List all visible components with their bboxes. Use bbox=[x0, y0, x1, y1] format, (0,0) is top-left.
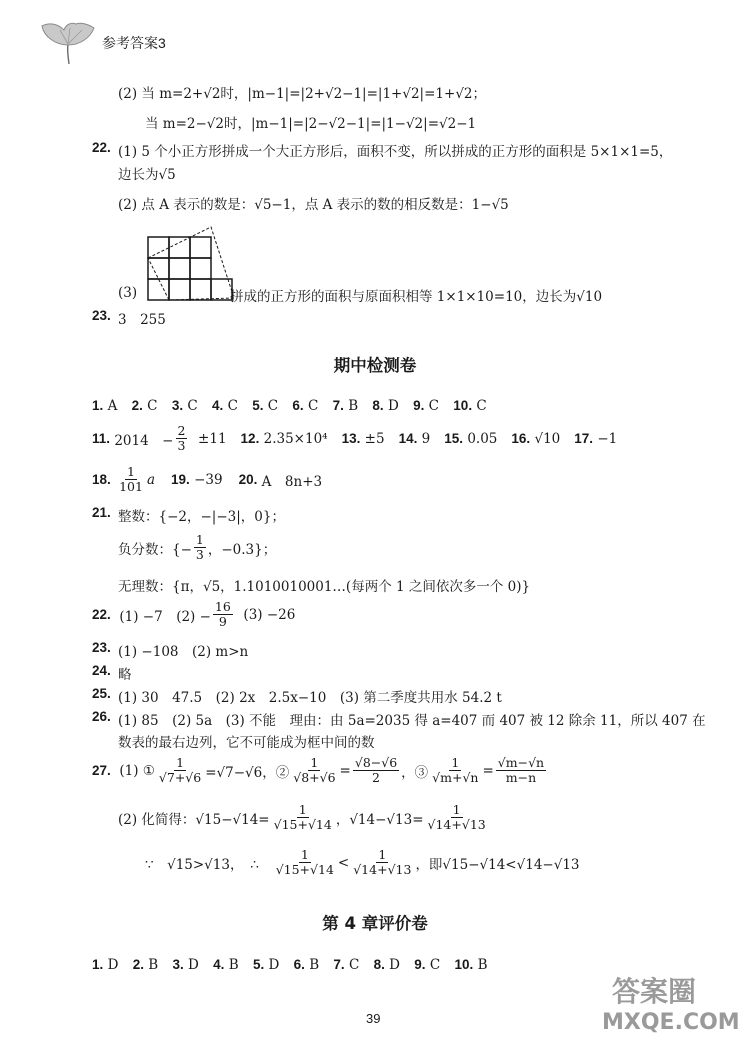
text: ，−0.3}； bbox=[207, 541, 277, 558]
watermark-line1: 答案圈 bbox=[612, 975, 697, 1008]
q26-line2: 数表的最右边列，它不可能成为框中间的数 bbox=[118, 735, 375, 751]
question-number: 10. bbox=[453, 398, 473, 413]
question-number: 1. bbox=[92, 957, 104, 972]
text: < bbox=[337, 854, 350, 871]
question-number: 16. bbox=[511, 431, 531, 447]
question-number: 8. bbox=[373, 957, 385, 972]
question-number: 10. bbox=[454, 957, 474, 972]
answer: −1 bbox=[597, 430, 618, 447]
question-number: 5. bbox=[252, 398, 264, 413]
fraction: $\frac{1}{3}$ bbox=[195, 532, 204, 563]
fraction: $\frac{2}{3}$ bbox=[177, 423, 186, 454]
answer: A 8n+3 bbox=[261, 473, 323, 490]
text: ∵ √15>√13， ∴ bbox=[145, 856, 259, 873]
ginkgo-leaf-icon bbox=[38, 20, 100, 68]
q24-answer: 略 bbox=[118, 667, 132, 683]
text: 负分数：{− bbox=[118, 541, 192, 558]
question-number: 3. bbox=[171, 398, 184, 413]
question-number: 24. bbox=[92, 663, 111, 678]
question-number: 3. bbox=[172, 957, 184, 972]
midterm-q22 bbox=[92, 600, 295, 630]
fraction: $\frac{1}{√15+√14}$ bbox=[273, 802, 332, 833]
question-number: 15. bbox=[444, 431, 464, 447]
question-number: 21. bbox=[92, 505, 111, 520]
q21-part2-line2: 当 m=2−√2时，|m−1|=|2−√2−1|=|1−√2|=√2−1 bbox=[145, 116, 477, 132]
answer: D bbox=[268, 957, 280, 973]
midterm-q27-part3 bbox=[145, 848, 580, 878]
answer: D bbox=[389, 957, 400, 973]
square-tiling-diagram bbox=[144, 225, 236, 301]
midterm-mc-row bbox=[92, 398, 487, 414]
question-number: 1. bbox=[92, 398, 104, 413]
chapter4-mc-row bbox=[92, 957, 488, 973]
answer: C bbox=[307, 398, 319, 414]
question-number: 5. bbox=[252, 957, 265, 972]
text: (1) −7 (2) − bbox=[119, 608, 211, 625]
q22-part3-text: 拼成的正方形的面积与原面积相等 1×1×10=10，边长为√10 bbox=[230, 289, 603, 305]
answer: B bbox=[148, 957, 159, 973]
text: = bbox=[339, 762, 351, 779]
question-number: 25. bbox=[92, 686, 111, 701]
fraction: $\frac{1}{√8+√6}$ bbox=[293, 755, 336, 786]
answer: B bbox=[228, 957, 239, 973]
question-number: 23. bbox=[92, 640, 111, 655]
answer: ±11 bbox=[198, 430, 227, 447]
answer: C bbox=[267, 398, 279, 414]
fraction: $\frac{√m-√n}{m-n}$ bbox=[497, 755, 545, 786]
watermark-line2: MXQE.COM bbox=[602, 1010, 740, 1035]
answer: C bbox=[348, 957, 360, 973]
question-number: 7. bbox=[332, 398, 344, 413]
answer: C bbox=[476, 398, 487, 414]
section-title-midterm: 期中检测卷 bbox=[333, 356, 417, 375]
answer: a bbox=[146, 471, 155, 488]
answer: 0.05 bbox=[467, 430, 498, 447]
answer: C bbox=[187, 398, 198, 414]
question-number: 2. bbox=[131, 398, 143, 413]
answer: 9 bbox=[421, 430, 431, 447]
question-number: 2. bbox=[132, 957, 144, 972]
question-number: 6. bbox=[292, 398, 304, 413]
q22-part1-line2: 边长为√5 bbox=[118, 167, 176, 183]
fraction: $\frac{1}{√7+√6}$ bbox=[158, 755, 202, 786]
section-title-chapter4: 第 4 章评价卷 bbox=[322, 914, 428, 933]
question-number: 7. bbox=[333, 957, 345, 972]
answer: A bbox=[107, 398, 118, 414]
midterm-q27-part2 bbox=[118, 803, 490, 833]
q22-part2: (2) 点 A 表示的数是：√5−1，点 A 表示的数的相反数是：1−√5 bbox=[118, 197, 509, 213]
answer: 2.35×10⁴ bbox=[263, 430, 328, 447]
answer: 2014 − bbox=[114, 432, 174, 449]
answer: D bbox=[188, 957, 199, 973]
question-number: 19. bbox=[171, 472, 190, 488]
fraction: $\frac{1}{√m+√n}$ bbox=[432, 755, 479, 786]
question-number: 22. bbox=[92, 607, 111, 623]
answer: √10 bbox=[534, 430, 561, 447]
q23-answer: 3 255 bbox=[118, 312, 166, 328]
question-number: 26. bbox=[92, 709, 111, 724]
question-number: 6. bbox=[293, 957, 305, 972]
text: (2) 化简得：√15−√14= bbox=[118, 811, 270, 828]
q21-negative-fractions bbox=[118, 533, 276, 563]
text: = bbox=[482, 762, 494, 779]
q25-answer: (1) 30 47.5 (2) 2x 2.5x−10 (3) 第二季度共用水 54.2 t bbox=[118, 690, 502, 706]
answer: C bbox=[428, 398, 439, 414]
answer: C bbox=[429, 957, 441, 973]
q21-irrationals: 无理数：{π，√5，1.1010010001…(每两个 1 之间依次多一个 0)} bbox=[118, 579, 531, 595]
midterm-q27-part1 bbox=[92, 756, 548, 786]
q21-integers: 整数：{−2，−|−3|，0}； bbox=[118, 509, 285, 525]
question-number: 22. bbox=[92, 140, 111, 155]
answer: C bbox=[227, 398, 238, 414]
text: =√7−√6，② bbox=[205, 764, 290, 781]
question-number: 27. bbox=[92, 763, 111, 779]
question-number: 8. bbox=[372, 398, 384, 413]
question-number: 20. bbox=[238, 472, 258, 488]
answer: B bbox=[348, 398, 359, 414]
header-title: 参考答案3 bbox=[102, 35, 166, 51]
fraction: $\frac{1}{√15+√14}$ bbox=[275, 847, 334, 878]
text: ，√14−√13= bbox=[335, 811, 424, 828]
q22-part1-line1: (1) 5 个小正方形拼成一个大正方形后，面积不变，所以拼成的正方形的面积是 5×1×1=5， bbox=[118, 144, 673, 160]
answer: −39 bbox=[194, 471, 223, 488]
question-number: 9. bbox=[413, 398, 425, 413]
q23-answer: (1) −108 (2) m>n bbox=[118, 644, 249, 660]
fraction: $\frac{√8-√6}{2}$ bbox=[354, 755, 398, 786]
fraction: $\frac{1}{101}$ bbox=[119, 464, 143, 495]
answer: D bbox=[387, 398, 399, 414]
question-number: 18. bbox=[92, 472, 111, 488]
q26-line1: (1) 85 (2) 5a (3) 不能 理由：由 5a=2035 得 a=407 而 407 被 12 除余 11，所以 407 在 bbox=[118, 713, 706, 729]
answer: C bbox=[147, 398, 158, 414]
question-number: 12. bbox=[240, 431, 260, 447]
question-number: 4. bbox=[213, 957, 225, 972]
q21-part2-line1: (2) 当 m=2+√2时，|m−1|=|2+√2−1|=|1+√2|=1+√2； bbox=[118, 86, 487, 102]
answer: B bbox=[309, 957, 320, 973]
question-number: 23. bbox=[92, 308, 111, 323]
q22-part3-label: (3) bbox=[118, 285, 138, 301]
question-number: 17. bbox=[574, 431, 594, 447]
text: (1) ① bbox=[119, 762, 155, 779]
midterm-row-11-17 bbox=[92, 424, 617, 454]
question-number: 11. bbox=[92, 431, 111, 447]
text: ，③ bbox=[401, 764, 429, 781]
answer: B bbox=[477, 957, 488, 973]
page-number: 39 bbox=[366, 1011, 381, 1026]
answer: ±5 bbox=[364, 430, 385, 447]
fraction: $\frac{1}{√14+√13}$ bbox=[353, 847, 412, 878]
question-number: 9. bbox=[414, 957, 426, 972]
text: (3) −26 bbox=[243, 606, 296, 623]
question-number: 4. bbox=[212, 398, 224, 413]
fraction: $\frac{1}{√14+√13}$ bbox=[427, 802, 486, 833]
question-number: 13. bbox=[341, 431, 361, 447]
fraction: $\frac{16}{9}$ bbox=[214, 599, 231, 630]
question-number: 14. bbox=[398, 431, 418, 447]
midterm-row-18-20 bbox=[92, 465, 322, 495]
text: ，即√15−√14<√14−√13 bbox=[415, 856, 580, 873]
answer: D bbox=[107, 957, 119, 973]
